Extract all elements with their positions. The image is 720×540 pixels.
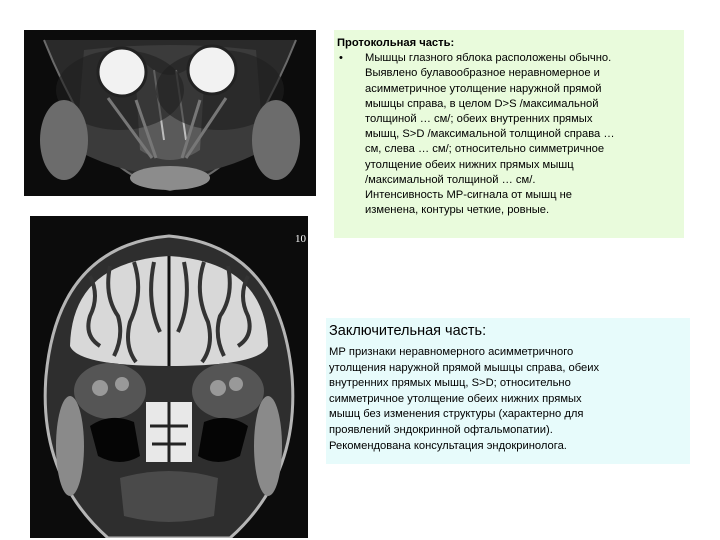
conclusion-title: Заключительная часть: <box>329 323 487 339</box>
protocol-bullet-item <box>337 51 676 218</box>
coronal-mri-image <box>30 216 308 538</box>
conclusion-panel <box>326 318 690 464</box>
conclusion-text: МР признаки неравномерного асимметричного утолщения наружной прямой мышцы справа, обеих внутренних прямых мышц, S>D; относительно симметричное утолщение обеих нижних прямых мышц без изменения структуры (характерно для проявлений эндокринной офтальмопатии). Рекомендована консультация эндокринолога. <box>329 346 600 452</box>
slice-number-label: 10 <box>295 233 306 245</box>
protocol-panel <box>334 30 684 238</box>
axial-mri-graphic <box>24 30 316 196</box>
protocol-title: Протокольная часть: <box>337 37 455 49</box>
bullet-marker: • <box>339 52 343 65</box>
coronal-mri-graphic <box>30 216 308 538</box>
protocol-text: Мышцы глазного яблока расположены обычно. Выявлено булавообразное неравномерное и асимметричное утолщение наружной прямой мышцы справа, в целом D>S /максимальной толщиной … см/; обеих внутренних прямых мышц, S>D /максимальной толщиной справа … см, слева … см/; относительно симметричное утолщение обеих нижних прямых мышц /максимальной толщиной … см/. Интенсивность МР-сигнала от мышц не изменена, контуры четкие, ровные. <box>365 52 615 217</box>
axial-mri-image <box>24 30 316 196</box>
